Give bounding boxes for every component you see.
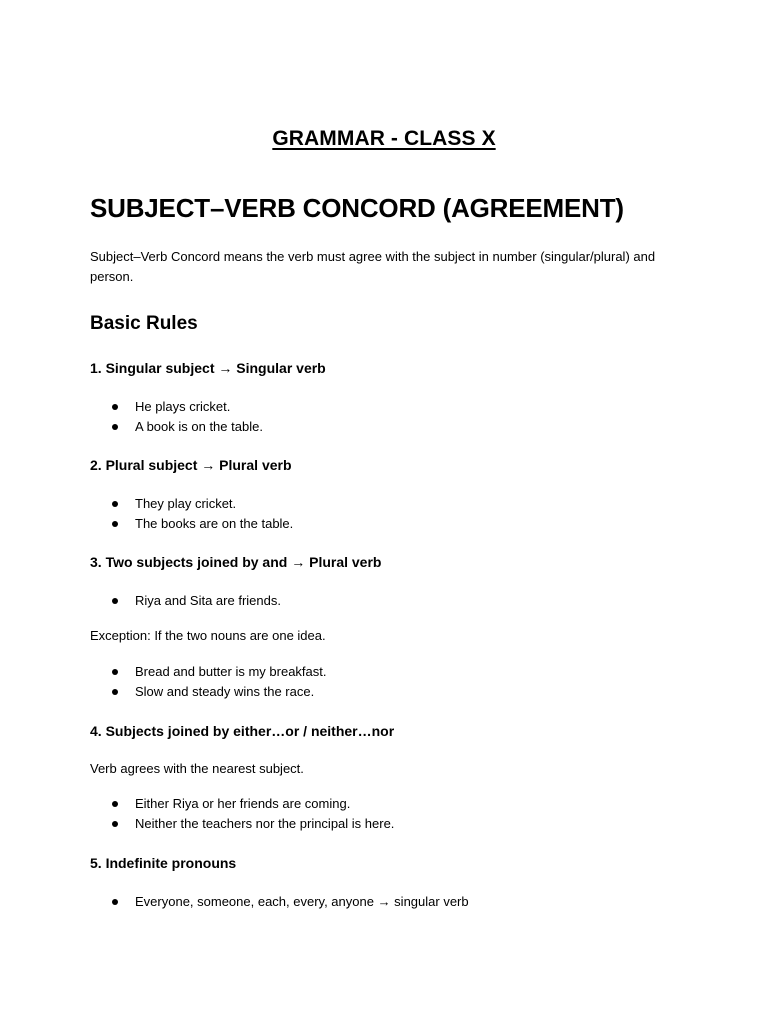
list-item-text: Bread and butter is my breakfast. bbox=[135, 664, 327, 679]
list-item-text: Slow and steady wins the race. bbox=[135, 684, 315, 699]
rule-heading-1: 1. Singular subject → Singular verb bbox=[90, 360, 326, 376]
rule-heading-5: 5. Indefinite pronouns bbox=[90, 855, 237, 871]
list-item bbox=[90, 682, 326, 702]
list-item bbox=[90, 417, 263, 437]
bullet-icon bbox=[112, 424, 118, 430]
rule-1-list bbox=[90, 397, 263, 437]
list-item-text: Either Riya or her friends are coming. bbox=[135, 796, 351, 811]
list-item bbox=[90, 892, 469, 912]
rule-5-list bbox=[90, 892, 469, 912]
list-item bbox=[90, 591, 281, 611]
bullet-icon bbox=[112, 669, 118, 675]
list-item-text: Everyone, someone, each, every, anyone → singular verb bbox=[135, 894, 469, 909]
rule-heading-4: 4. Subjects joined by either…or / neither…nor bbox=[90, 723, 395, 739]
rule-heading-3: 3. Two subjects joined by and → Plural verb bbox=[90, 554, 382, 570]
rule-2-list bbox=[90, 494, 293, 534]
list-item-text: A book is on the table. bbox=[135, 419, 263, 434]
list-item-text: Neither the teachers nor the principal is here. bbox=[135, 816, 395, 831]
rule-3-exception-list bbox=[90, 662, 326, 702]
bullet-icon bbox=[112, 821, 118, 827]
list-item-text: Riya and Sita are friends. bbox=[135, 593, 281, 608]
intro-paragraph: Subject–Verb Concord means the verb must agree with the subject in number (singular/plural) and person. bbox=[90, 249, 656, 284]
bullet-icon bbox=[112, 501, 118, 507]
list-item-text: He plays cricket. bbox=[135, 399, 231, 414]
section-heading-basic-rules: Basic Rules bbox=[90, 313, 198, 334]
main-heading: SUBJECT–VERB CONCORD (AGREEMENT) bbox=[90, 193, 624, 223]
rule-3-list bbox=[90, 591, 281, 611]
bullet-icon bbox=[112, 404, 118, 410]
list-item bbox=[90, 814, 394, 834]
document-title: GRAMMAR - CLASS X bbox=[272, 127, 496, 150]
bullet-icon bbox=[112, 899, 118, 905]
list-item-text: The books are on the table. bbox=[135, 516, 294, 531]
rule-3-exception-note: Exception: If the two nouns are one idea. bbox=[90, 628, 326, 643]
list-item bbox=[90, 514, 293, 534]
list-item-text: They play cricket. bbox=[135, 496, 237, 511]
rule-4-list bbox=[90, 794, 394, 834]
bullet-icon bbox=[112, 598, 118, 604]
bullet-icon bbox=[112, 521, 118, 527]
list-item bbox=[90, 494, 293, 514]
bullet-icon bbox=[112, 689, 118, 695]
rule-heading-2: 2. Plural subject → Plural verb bbox=[90, 457, 292, 473]
rule-4-note: Verb agrees with the nearest subject. bbox=[90, 761, 304, 776]
bullet-icon bbox=[112, 801, 118, 807]
list-item bbox=[90, 662, 326, 682]
list-item bbox=[90, 794, 394, 814]
list-item bbox=[90, 397, 263, 417]
